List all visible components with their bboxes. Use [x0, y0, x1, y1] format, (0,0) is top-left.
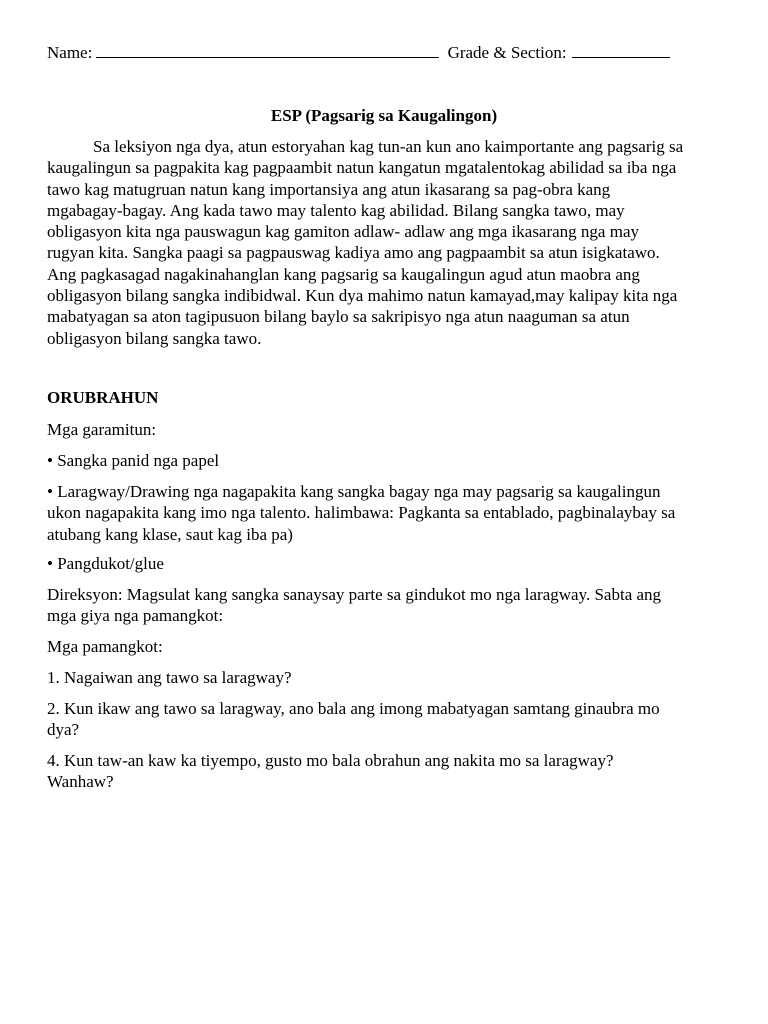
name-label: Name:	[47, 43, 93, 62]
intro-line: mgabagay-bagay. Ang kada tawo may talento kag abilidad. Bilang sangka tawo, may	[47, 200, 625, 220]
question-line: dya?	[47, 720, 80, 740]
directions-line: Direksyon: Magsulat kang sangka sanaysay parte sa gindukot mo nga laragway. Sabta ang	[47, 585, 662, 604]
material-item-drawing	[47, 481, 727, 545]
questions-label: Mga pamangkot:	[47, 637, 163, 656]
intro-line: tawo kag matugruan natun kang importansiya ang atun ikasarang sa pag-obra kang	[47, 179, 611, 199]
materials-label: Mga garamitun:	[47, 420, 157, 439]
question-line: 4. Kun taw-an kaw ka tiyempo, gusto mo bala obrahun ang nakita mo sa laragway?	[47, 751, 614, 770]
material-line: atubang kang klase, saut kag iba pa)	[47, 524, 293, 544]
intro-line: rugyan kita. Sangka paagi sa pagpauswag kadiya amo ang pagpaambit sa atun isigkatawo.	[47, 243, 660, 263]
material-item-paper: • Sangka panid nga papel	[47, 451, 220, 470]
intro-paragraph	[47, 136, 727, 349]
question-4	[47, 750, 727, 793]
directions-line: mga giya nga pamangkot:	[47, 606, 224, 626]
document-title: ESP (Pagsarig sa Kaugalingon)	[270, 106, 498, 125]
material-line: • Laragway/Drawing nga nagapakita kang sangka bagay nga may pagsarig sa kaugalingun	[47, 482, 661, 501]
student-info-line	[47, 41, 727, 65]
question-1: 1. Nagaiwan ang tawo sa laragway?	[47, 668, 292, 687]
intro-line: mabatyagan sa aton tagipusuon bilang baylo sa sakripisyo nga atun naaguman sa atun	[47, 307, 630, 327]
intro-line: Ang pagkasagad nagakinahanglan kang pagsarig sa kaugalingun agud atun maobra ang	[47, 264, 640, 284]
intro-line: Sa leksiyon nga dya, atun estoryahan kag tun-an kun ano kaimportante ang pagsarig sa	[93, 137, 684, 156]
intro-line: obligasyon kita nga pauswagun kag gamiton adlaw- adlaw ang mga ikasarang nga may	[47, 222, 639, 242]
material-line: ukon nagapakita kang imo nga talento. halimbawa: Pagkanta sa entablado, pagbinalaybay sa	[47, 503, 676, 523]
grade-section-label: Grade & Section:	[447, 43, 567, 62]
name-blank	[96, 42, 439, 58]
material-item-glue: • Pangdukot/glue	[47, 554, 164, 573]
grade-section-blank	[572, 42, 670, 58]
question-line: 2. Kun ikaw ang tawo sa laragway, ano bala ang imong mabatyagan samtang ginaubra mo	[47, 699, 660, 718]
intro-line: obligasyon bilang sangka tawo.	[47, 328, 262, 348]
question-line: Wanhaw?	[47, 772, 114, 792]
intro-line: kaugalingun sa pagpakita kag pagpaambit natun kangatun mgatalentokag abilidad sa iba nga	[47, 158, 677, 178]
question-2	[47, 698, 727, 741]
activity-heading: ORUBRAHUN	[47, 388, 159, 407]
intro-line: obligasyon bilang sangka indibidwal. Kun dya mahimo natun kamayad,may kalipay kita nga	[47, 286, 678, 306]
directions-text	[47, 584, 727, 627]
